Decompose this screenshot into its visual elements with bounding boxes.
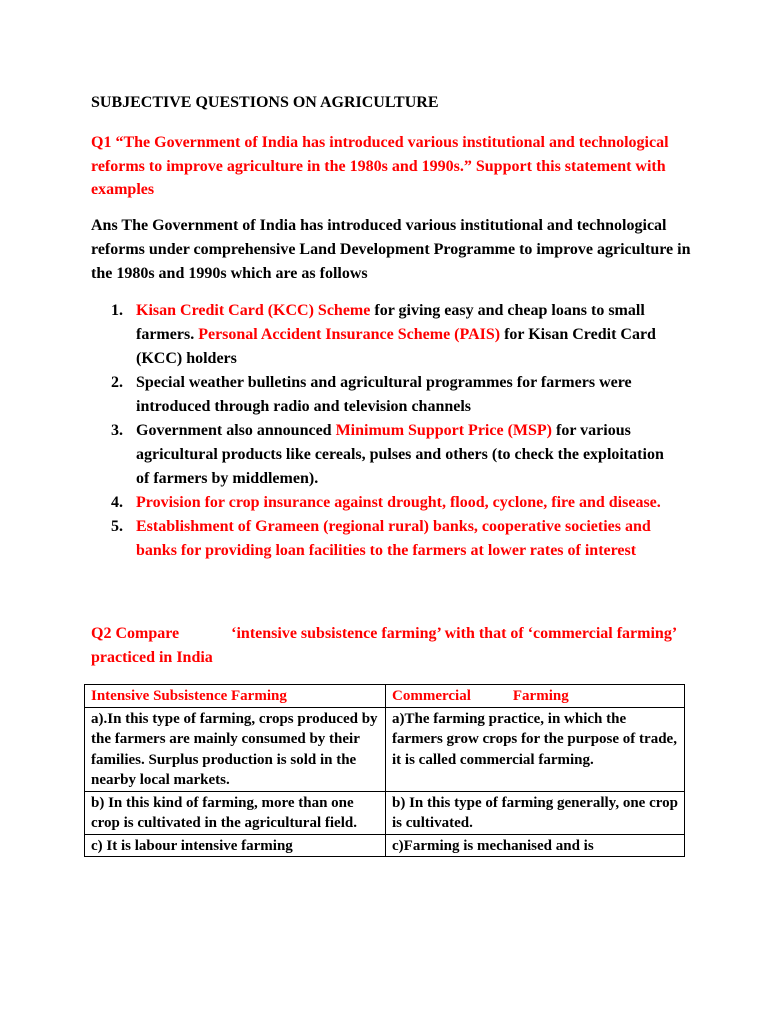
list-item-text: Special weather bulletins and agricultural programmes for farmers were introduced through radio and television channels: [136, 374, 632, 415]
pais-scheme-text: Personal Accident Insurance Scheme (PAIS): [198, 326, 501, 343]
list-number: 5.: [111, 518, 123, 535]
list-number: 1.: [111, 302, 123, 319]
table-cell-right: c)Farming is mechanised and is: [386, 834, 685, 857]
header-intensive-subsistence: Intensive Subsistence Farming: [85, 685, 386, 708]
list-item-text: for Kisan Credit Card (KCC) holders: [136, 326, 656, 367]
comparison-table: [84, 684, 685, 857]
header-commercial-word: Commercial: [392, 688, 471, 704]
table-cell-left: a).In this type of farming, crops produced by the farmers are mainly consumed by their families. Surplus production is sold in the nearby local markets.: [85, 707, 386, 791]
list-item: [111, 371, 676, 419]
question-1: Q1 “The Government of India has introduced various institutional and technological reforms to improve agriculture in the 1980s and 1990s.” Support this statement with examples: [91, 134, 669, 198]
list-item: [111, 515, 676, 563]
header-commercial: [386, 685, 685, 708]
table-cell-left: c) It is labour intensive farming: [85, 834, 386, 857]
table-row: [85, 707, 685, 791]
reforms-list: [111, 299, 676, 563]
table-cell-right: b) In this type of farming generally, one crop is cultivated.: [386, 791, 685, 834]
table-cell-right: a)The farming practice, in which the farmers grow crops for the purpose of trade, it is called commercial farming.: [386, 707, 685, 791]
list-item-text: Government also announced: [136, 422, 336, 439]
table-row: [85, 791, 685, 834]
list-item: [111, 419, 676, 491]
list-item: [111, 299, 676, 371]
msp-text: Minimum Support Price (MSP): [335, 422, 552, 439]
kcc-scheme-text: Kisan Credit Card (KCC) Scheme: [136, 302, 371, 319]
list-number: 2.: [111, 374, 123, 391]
list-item-text: for giving easy and cheap loans to small farmers.: [136, 302, 645, 343]
list-number: 4.: [111, 494, 123, 511]
list-item: [111, 491, 676, 515]
list-item-text: Establishment of Grameen (regional rural) banks, cooperative societies and banks for providing loan facilities to the farmers at lower rates of interest: [136, 518, 651, 559]
question-2: [91, 622, 691, 670]
table-cell-left: b) In this kind of farming, more than one crop is cultivated in the agricultural field.: [85, 791, 386, 834]
question-2-lead: Q2 Compare: [91, 625, 180, 642]
table-header-row: [85, 685, 685, 708]
list-number: 3.: [111, 422, 123, 439]
question-2-text: ‘intensive subsistence farming’ with that of ‘commercial farming’ practiced in India: [91, 625, 676, 666]
list-item-text: for various agricultural products like cereals, pulses and others (to check the exploitation of farmers by middlemen).: [136, 422, 664, 487]
header-farming-word: Farming: [512, 688, 569, 704]
page-title: SUBJECTIVE QUESTIONS ON AGRICULTURE: [91, 94, 439, 111]
list-item-text: Provision for crop insurance against drought, flood, cyclone, fire and disease.: [136, 494, 661, 511]
table-row: [85, 834, 685, 857]
answer-intro: Ans The Government of India has introduced various institutional and technological reforms under comprehensive Land Development Programme to improve agriculture in the 1980s and 1990s which are as follows: [91, 217, 691, 282]
